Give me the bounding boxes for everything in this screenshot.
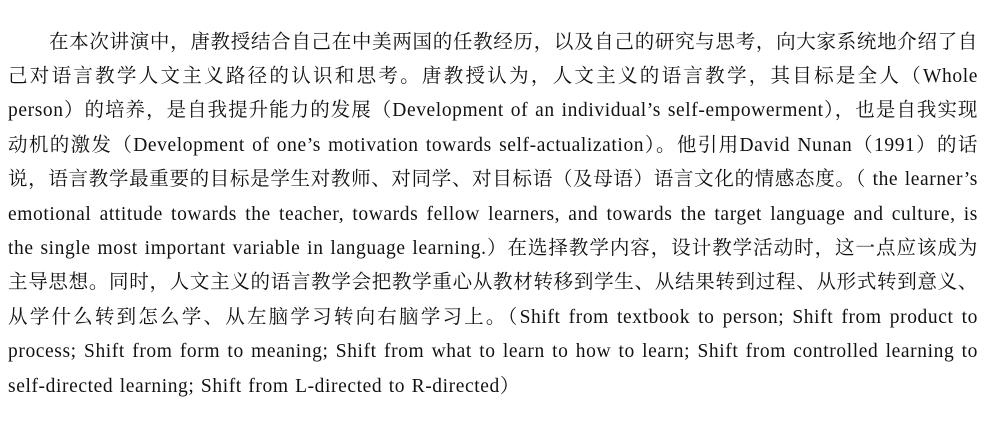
document-paragraph: 在本次讲演中，唐教授结合自己在中美两国的任教经历，以及自己的研究与思考，向大家系统地介绍了自己对语言教学人文主义路径的认识和思考。唐教授认为，人文主义的语言教学，其目标是全人（Whole person）的培养，是自我提升能力的发展（Development of an individual’s self-empowerment），也是自我实现动机的激发（Development of one’s motivation towards self-actualization）。他引用David Nunan（1991）的话说，语言教学最重要的目标是学生对教师、对同学、对目标语（及母语）语言文化的情感态度。（ the learner’s emotional attitude towards the teacher, towards fellow learners, and towards the target language and culture, is the single most important variable in language learning.）在选择教学内容，设计教学活动时，这一点应该成为主导思想。同时，人文主义的语言教学会把教学重心从教材转移到学生、从结果转到过程、从形式转到意义、从学什么转到怎么学、从左脑学习转向右脑学习上。（Shift from textbook to person; Shift from product to process; Shift from form to meaning; Shift from what to learn to how to learn; Shift from controlled learning to self-directed learning; Shift from L-directed to R-directed） — [8, 31, 978, 397]
